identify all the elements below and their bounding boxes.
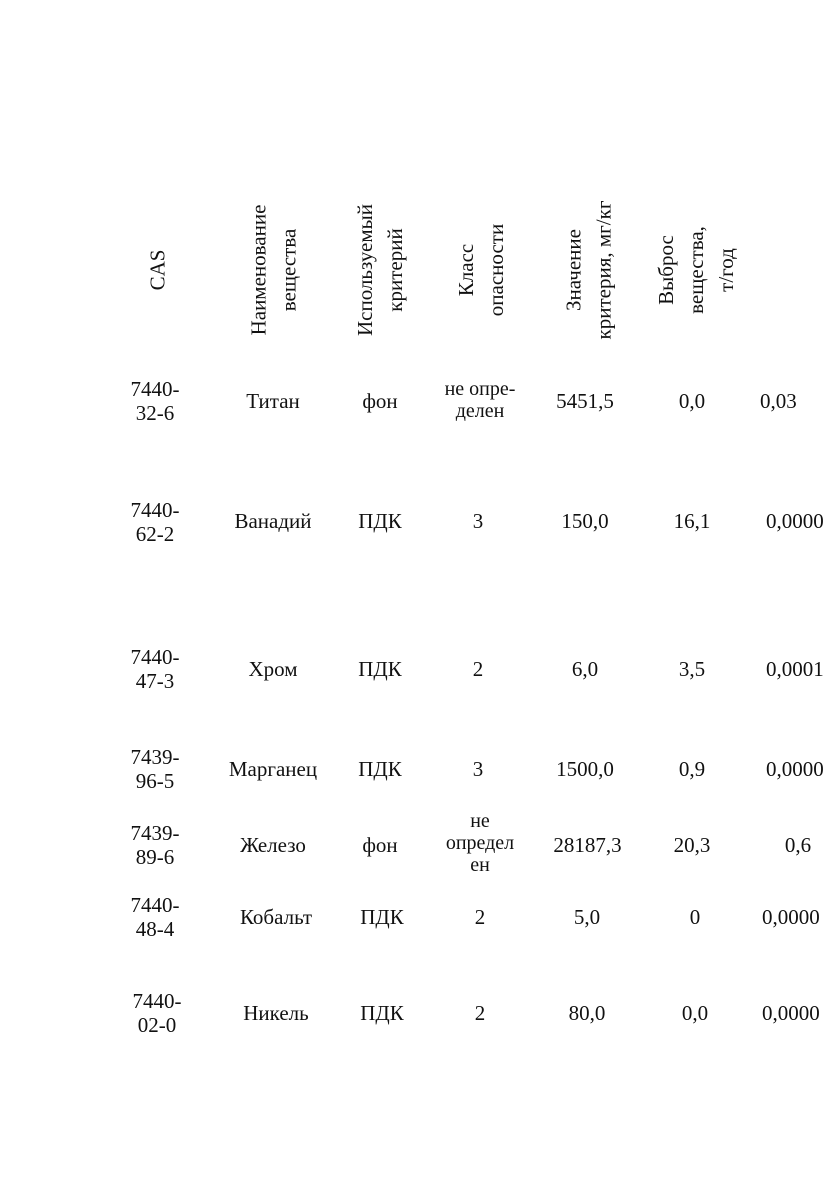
cell-criterion: ПДК (358, 509, 402, 533)
cell-name: Ванадий (234, 509, 312, 533)
cell-emission: 0,0 (678, 389, 706, 413)
cell-emission: 16,1 (673, 509, 711, 533)
header-value-line: Значение (561, 229, 586, 311)
cell-hazard: 3 (472, 757, 484, 781)
header-criterion-line: Используемый (353, 203, 378, 337)
cas-line: 7440- (130, 893, 180, 917)
cell-hazard (430, 810, 530, 876)
cell-name: Железо (240, 833, 306, 857)
cell-value: 5451,5 (556, 389, 614, 413)
cas-line: 7440- (132, 989, 182, 1013)
header-emission-line: вещества, (684, 226, 708, 314)
cell-criterion: ПДК (360, 905, 404, 929)
cell-criterion: ПДК (358, 757, 402, 781)
header-name-line: Наименование (246, 204, 270, 336)
cell-value: 5,0 (573, 905, 601, 929)
header-hazard-line: Класс (454, 243, 479, 297)
cell-emission: 0 (689, 905, 701, 929)
cas-line: 7439- (130, 745, 180, 769)
header-criterion-line: критерий (383, 228, 408, 312)
cas-line: 89-6 (135, 845, 175, 869)
cell-hazard: 2 (472, 657, 484, 681)
cell-cas (117, 989, 197, 1037)
header-name (228, 190, 318, 350)
hazard-line: не опре- (444, 378, 516, 400)
cas-line: 47-3 (135, 669, 175, 693)
cell-extra: 0,6 (784, 833, 812, 857)
header-emission-line: Выброс (654, 235, 678, 305)
header-criterion (335, 190, 425, 350)
cas-line: 96-5 (135, 769, 175, 793)
cell-value: 6,0 (571, 657, 599, 681)
cas-line: 62-2 (135, 522, 175, 546)
cell-criterion: фон (362, 833, 398, 857)
header-cas (127, 190, 187, 350)
cell-value: 1500,0 (556, 757, 614, 781)
cell-emission: 0,0 (681, 1001, 709, 1025)
cas-line: 7440- (130, 645, 180, 669)
cell-hazard (430, 378, 530, 422)
cell-cas (115, 821, 195, 869)
header-hazard (436, 190, 526, 350)
cas-line: 7439- (130, 821, 180, 845)
cell-emission: 20,3 (673, 833, 711, 857)
cell-emission: 3,5 (678, 657, 706, 681)
cell-extra: 0,0000 (762, 905, 820, 929)
hazard-line: ен (470, 854, 490, 876)
cell-name: Марганец (228, 757, 318, 781)
cell-hazard: 3 (472, 509, 484, 533)
hazard-line: не (470, 810, 490, 832)
cell-name: Кобальт (239, 905, 313, 929)
header-emission (646, 205, 746, 335)
cell-cas (115, 377, 195, 425)
cell-value: 80,0 (568, 1001, 606, 1025)
cell-value: 150,0 (561, 509, 609, 533)
header-value (543, 190, 633, 350)
cell-hazard: 2 (474, 905, 486, 929)
cell-extra: 0,03 (760, 389, 797, 413)
cell-name: Титан (246, 389, 300, 413)
cell-criterion: фон (362, 389, 398, 413)
hazard-line: делен (455, 400, 505, 422)
header-emission-line: т/год (714, 248, 738, 292)
header-value-line: критерия, мг/кг (591, 200, 616, 340)
cas-line: 02-0 (137, 1013, 177, 1037)
cell-hazard: 2 (474, 1001, 486, 1025)
cell-criterion: ПДК (358, 657, 402, 681)
cell-cas (115, 645, 195, 693)
cell-cas (115, 893, 195, 941)
header-hazard-line: опасности (484, 223, 509, 317)
cell-extra: 0,0000 (766, 509, 824, 533)
header-name-line: вещества (276, 228, 300, 312)
cell-extra: 0,0000 (766, 757, 824, 781)
cell-name: Хром (248, 657, 298, 681)
cell-emission: 0,9 (678, 757, 706, 781)
cell-name: Никель (243, 1001, 309, 1025)
hazard-line: определ (445, 832, 515, 854)
cas-line: 7440- (130, 498, 180, 522)
cas-line: 48-4 (135, 917, 175, 941)
cell-cas (115, 498, 195, 546)
header-cas-line: CAS (144, 249, 169, 291)
cell-value: 28187,3 (553, 833, 622, 857)
cell-criterion: ПДК (360, 1001, 404, 1025)
cas-line: 7440- (130, 377, 180, 401)
cell-extra: 0,0001 (766, 657, 824, 681)
cell-cas (115, 745, 195, 793)
cas-line: 32-6 (135, 401, 175, 425)
cell-extra: 0,0000 (762, 1001, 820, 1025)
